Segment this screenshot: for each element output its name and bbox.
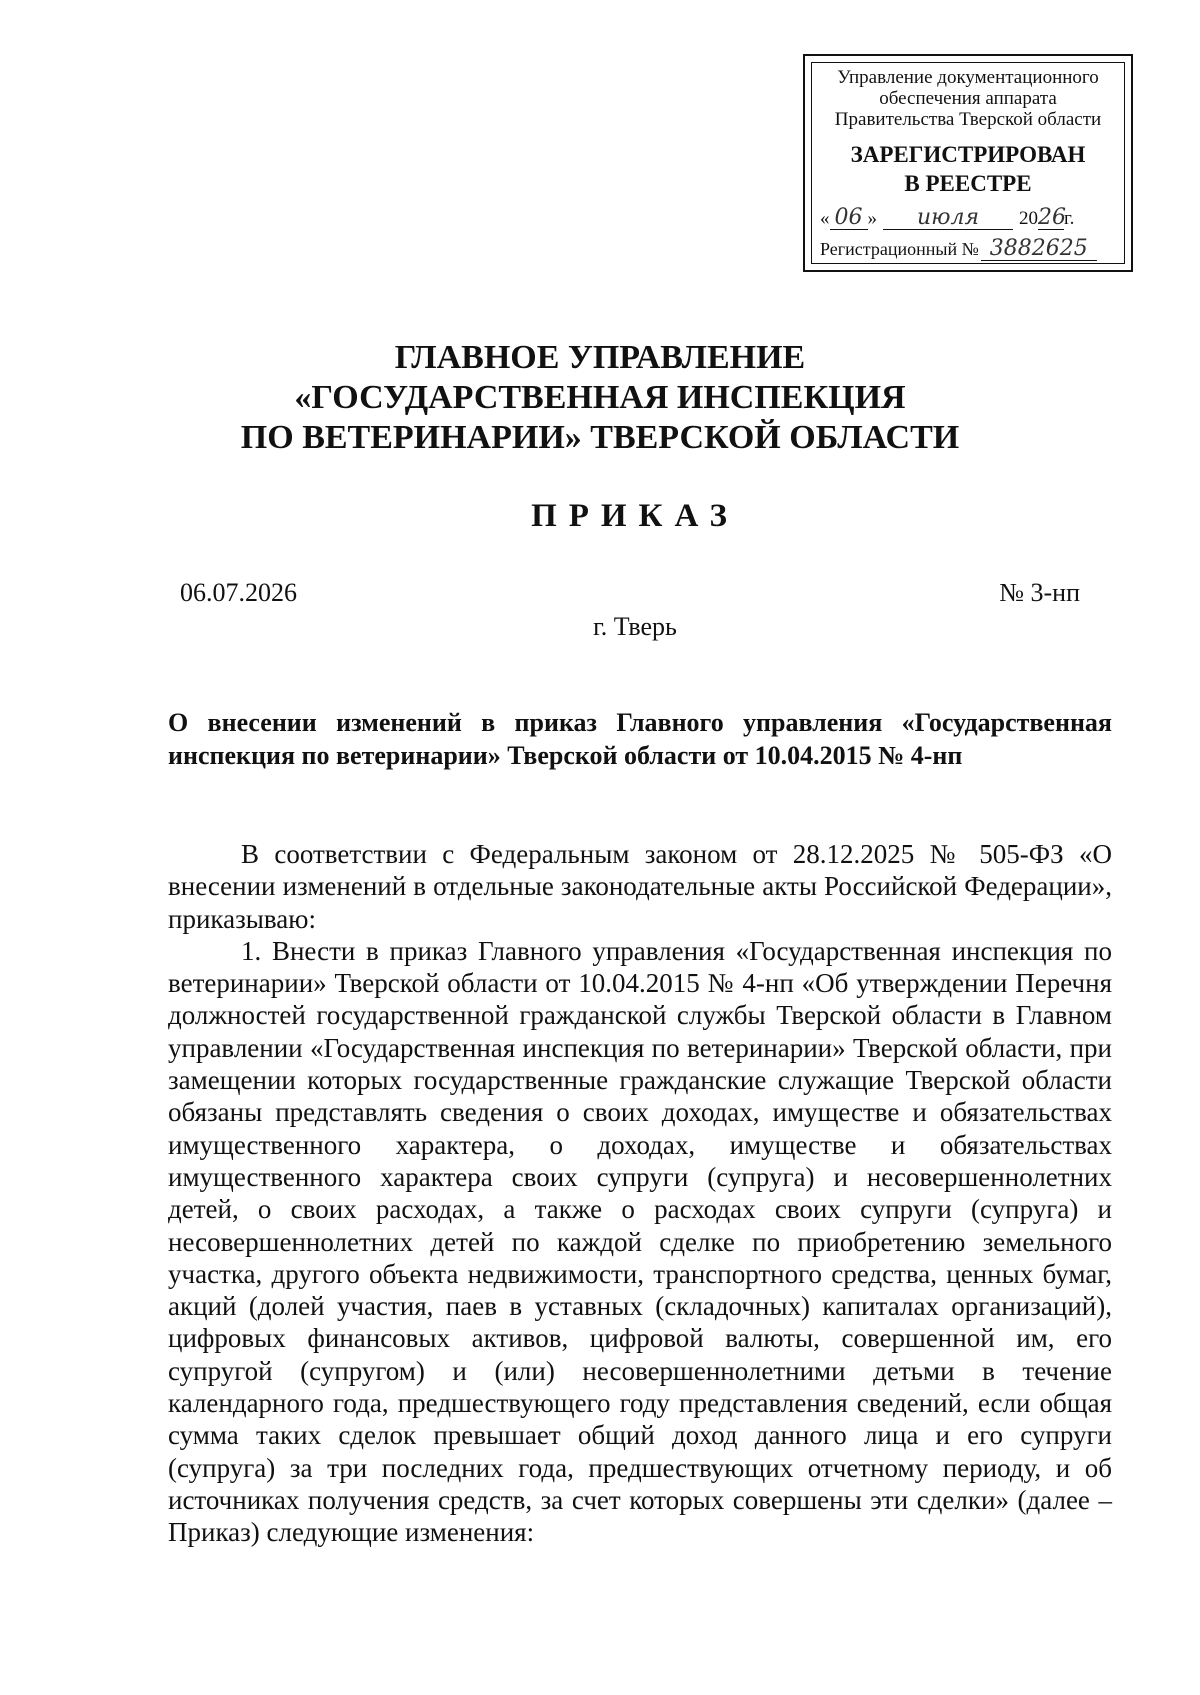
stamp-org-line: обеспечения аппарата xyxy=(879,88,1057,109)
document-type-title: ПРИКАЗ xyxy=(531,498,739,534)
stamp-reg-number xyxy=(820,238,1097,261)
registration-stamp xyxy=(803,54,1133,272)
document-number: № 3-нп xyxy=(999,578,1080,607)
stamp-registered xyxy=(812,140,1124,198)
stamp-organization xyxy=(812,67,1124,130)
stamp-date-year-unit: г. xyxy=(1064,208,1075,229)
body-paragraph: 1. Внести в приказ Главного управления «Государственная инспекция по ветеринарии» Тверской области от 10.04.2015 № 4-нп «Об утверждении Перечня должностей государственной гражданской службы Тверской области в Главном управлении «Государственная инспекция по ветеринарии» Тверской области, при замещении которых государственные гражданские служащие Тверской области обязаны представлять сведения о своих доходах, имуществе и обязательствах имущественного характера, о доходах, имуществе и обязательствах имущественного характера своих супруги (супруга) и несовершеннолетних детей, о своих расходах, а также о расходах своих супруги (супруга) и несовершеннолетних детей по каждой сделке по приобретению земельного участка, другого объекта недвижимости, транспортного средства, ценных бумаг, акций (долей участия, паев в уставных (складочных) капиталах организаций), цифровых финансовых активов, цифровой валюты, совершенной им, его супругой (супругом) и (или) несовершеннолетними детьми в течение календарного года, предшествующего году представления сведений, если общая сумма таких сделок превышает общий доход данного лица и его супруги (супруга) за три последних года, предшествующих отчетному периоду, и об источниках получения средств, за счет которых совершены эти сделки» (далее – Приказ) следующие изменения: xyxy=(168,935,1112,1548)
document-body xyxy=(168,838,1112,1549)
stamp-date-year-prefix: 20 xyxy=(1019,208,1038,229)
stamp-date-quote: » xyxy=(867,208,877,229)
stamp-registered-line: ЗАРЕГИСТРИРОВАН xyxy=(850,142,1086,167)
stamp-date-month: июля xyxy=(883,207,1013,230)
stamp-registered-line: В РЕЕСТРЕ xyxy=(904,171,1032,196)
document-subject: О внесении изменений в приказ Главного управления «Государственная инспекция по ветеринарии» Тверской области от 10.04.2015 № 4-нп xyxy=(168,708,1112,770)
stamp-date xyxy=(820,207,1074,230)
stamp-org-line: Управление документационного xyxy=(837,67,1099,88)
authority-header xyxy=(100,338,1100,458)
header-line: ГЛАВНОЕ УПРАВЛЕНИЕ xyxy=(394,339,806,376)
header-line: «ГОСУДАРСТВЕННАЯ ИНСПЕКЦИЯ xyxy=(294,379,906,416)
stamp-inner-frame xyxy=(811,62,1125,264)
header-line: ПО ВЕТЕРИНАРИИ» ТВЕРСКОЙ ОБЛАСТИ xyxy=(240,419,960,456)
stamp-date-day: 06 xyxy=(830,207,868,230)
stamp-date-year-suffix: 26 xyxy=(1038,205,1066,230)
stamp-date-quote: « xyxy=(820,208,830,229)
document-city: г. Тверь xyxy=(593,612,677,641)
stamp-reg-number-value: 3882625 xyxy=(981,238,1097,261)
body-paragraph: В соответствии с Федеральным законом от 28.12.2025 № 505-ФЗ «О внесении изменений в отдельные законодательные акты Российской Федерации», приказываю: xyxy=(168,839,1112,934)
stamp-org-line: Правительства Тверской области xyxy=(834,109,1102,130)
stamp-reg-number-label: Регистрационный № xyxy=(820,239,979,259)
document-date: 06.07.2026 xyxy=(180,578,297,607)
